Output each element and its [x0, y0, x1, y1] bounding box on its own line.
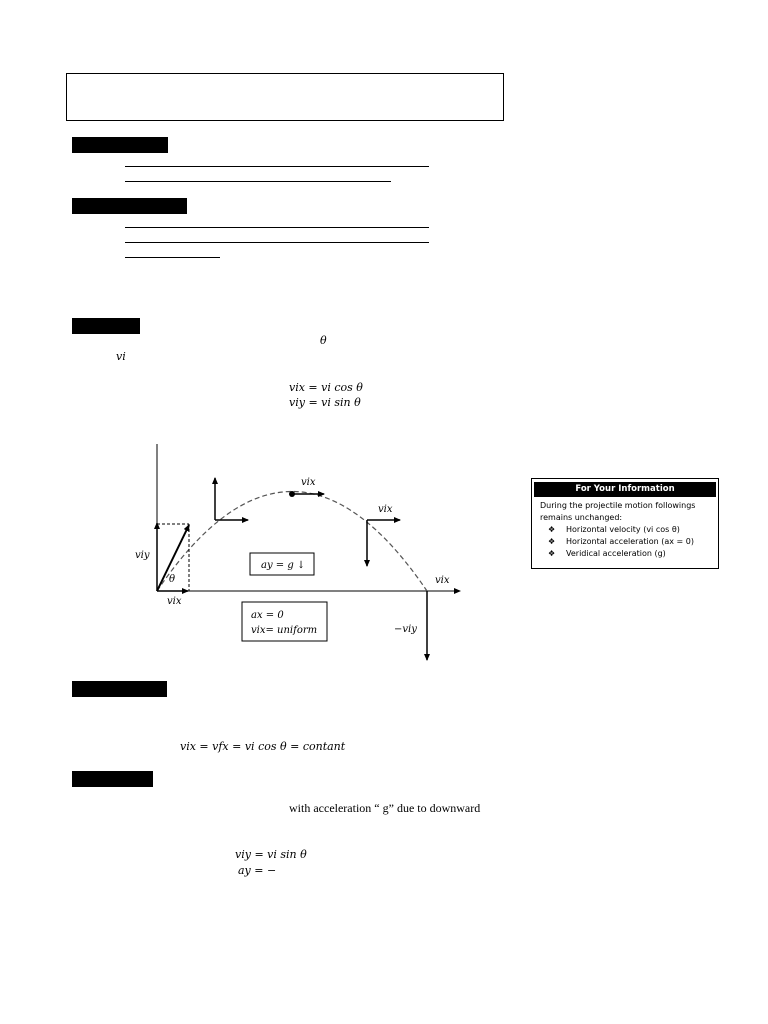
acceleration-text: with acceleration “ g” due to downward [289, 801, 481, 815]
equation-horizontal-constant: vix = vfx = vi cos θ = contant [180, 740, 346, 753]
section-header-bar-1 [72, 137, 168, 153]
section-header-bar-5 [72, 771, 153, 787]
fill-line [125, 227, 429, 228]
bullet-diamond-icon: ❖ [548, 525, 556, 534]
fyi-box [531, 478, 719, 569]
viy-label: viy [135, 550, 150, 561]
ax-zero-text: ax = 0 [251, 610, 284, 621]
equation-vix: vix = vi cos θ [289, 381, 363, 394]
fill-line [125, 181, 391, 182]
vi-symbol: vi [116, 350, 126, 363]
fyi-list [540, 524, 710, 560]
theta-label: θ [169, 574, 176, 585]
equation-ay: ay = − [238, 864, 277, 877]
fyi-list-item: ❖ Horizontal velocity (vi cos θ) [548, 525, 680, 534]
fyi-title: For Your Information [534, 482, 716, 497]
vix-label: vix [378, 504, 393, 515]
bullet-diamond-icon: ❖ [548, 537, 556, 546]
section-header-bar-2 [72, 198, 187, 214]
title-box [66, 73, 504, 121]
fyi-intro: During the projectile motion followings remains unchanged: [540, 501, 696, 522]
fyi-list-item: ❖ Horizontal acceleration (ax = 0) [548, 537, 694, 546]
vix-label: vix [301, 477, 316, 488]
neg-viy-label: −viy [394, 624, 417, 635]
ay-box-text: ay = g ↓ [261, 560, 306, 571]
fyi-list-item: ❖ Veridical acceleration (g) [548, 549, 666, 558]
bullet-diamond-icon: ❖ [548, 549, 556, 558]
section-header-bar-4 [72, 681, 167, 697]
equation-viy: viy = vi sin θ [289, 396, 361, 409]
vix-uniform-text: vix= uniform [251, 625, 318, 636]
section-header-bar-3 [72, 318, 140, 334]
vix-label: vix [435, 575, 450, 586]
projectile-motion-diagram [120, 430, 480, 670]
theta-symbol: θ [320, 334, 327, 347]
fill-line [125, 166, 429, 167]
vix-label: vix [167, 596, 182, 607]
fill-line [125, 242, 429, 243]
equation-viy-vertical: viy = vi sin θ [235, 848, 307, 861]
fill-line [125, 257, 220, 258]
